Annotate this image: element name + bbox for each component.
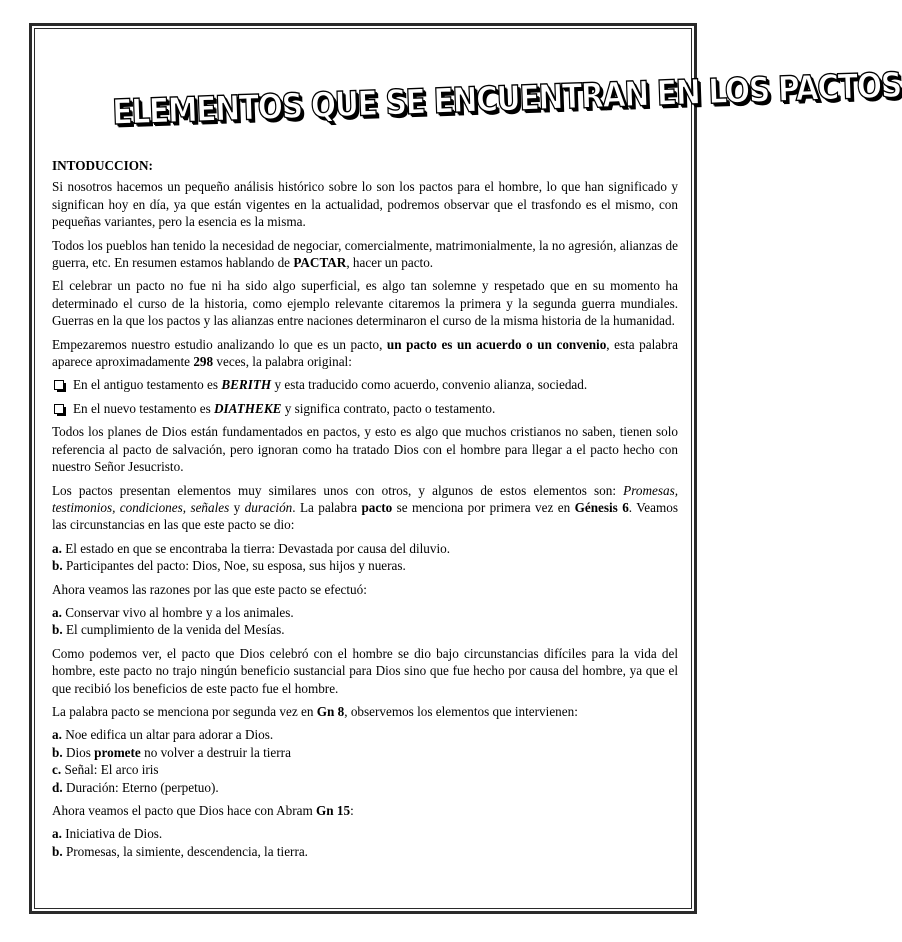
list-circunstancias [52, 540, 678, 575]
section-heading: INTODUCCION: [52, 158, 153, 173]
list-text: Promesas, la simiente, descendencia, la tierra. [62, 843, 308, 859]
list-marker: d. [52, 779, 63, 795]
paragraph-conclusion: Como podemos ver, el pacto que Dios celebró con el hombre se dio bajo circunstancias difíciles para la vida del hombre, este pacto no trajo ningún beneficio sustancial para Dios sino que fue hecho por causa del hombre, ya que el que recibió los beneficios de este pacto fue el hombre. [52, 645, 678, 696]
text: , esta palabra aparece aproximadamente [52, 336, 678, 370]
list-razones [52, 604, 678, 639]
bold-italic-text: DIATHEKE [214, 400, 282, 416]
document-title: ELEMENTOS QUE SE ENCUENTRAN EN LOS PACTOS [111, 65, 902, 134]
list-text: Iniciativa de Dios. [61, 826, 163, 842]
text: La palabra pacto se menciona por segunda vez en [52, 703, 317, 719]
bullet-item-antiguo [52, 376, 678, 393]
list-marker: a. [52, 727, 62, 743]
bold-text: PACTAR [293, 255, 347, 271]
title-banner [111, 64, 902, 134]
list-text: Señal: El arco iris [61, 762, 159, 778]
bullet-text [73, 376, 587, 393]
list-item [52, 621, 678, 638]
paragraph-planes: Todos los planes de Dios están fundamentados en pactos, y esto es algo que muchos cristianos no saben, tienen solo referencia al pacto de salvación, pero ignoran como ha tratado Dios con el hombre para llegar a el pacto hecho con nuestro Señor Jesucristo. [52, 424, 678, 475]
bullet-text [73, 400, 495, 417]
list-item [52, 779, 678, 796]
bold-text: 298 [193, 354, 214, 370]
paragraph-segunda-vez [52, 703, 678, 720]
text: y [229, 499, 245, 515]
list-elementos-gn8 [52, 726, 678, 796]
bold-text: un pacto es un acuerdo o un convenio [386, 336, 607, 352]
text: Todos los pueblos han tenido la necesidad de negociar, comercialmente, matrimonialmente, la no agresión, alianzas de guerra, etc. En resumen estamos hablando de [52, 237, 678, 271]
text: Ahora veamos el pacto que Dios hace con Abram [52, 803, 317, 818]
paragraph-intro: Si nosotros hacemos un pequeño análisis histórico sobre lo son los pactos para el hombre, lo que han significado y significan hoy en día, ya que están vigentes en la actualidad, podremos observar que el trasfondo es el mismo, con pequeñas variantes, pero la esencia es la misma. [52, 179, 678, 230]
list-marker: b. [52, 843, 63, 859]
bold-text: Gn 8 [316, 703, 345, 719]
text: , observemos los elementos que intervienen: [344, 703, 578, 719]
list-item [52, 540, 678, 557]
paragraph-definicion [52, 336, 678, 371]
list-text: Dios [62, 744, 95, 760]
list-item [52, 604, 678, 621]
list-marker: a. [52, 826, 62, 842]
bold-text: promete [94, 744, 141, 760]
list-text: no volver a destruir la tierra [140, 744, 291, 760]
paragraph-abram [52, 802, 678, 819]
italic-text: duración [244, 499, 293, 515]
list-item [52, 557, 678, 574]
list-text: Conservar vivo al hombre y a los animales. [61, 604, 294, 620]
italic-text: Promesas, testimonios, condiciones, señales [52, 482, 678, 515]
list-item [52, 761, 678, 778]
paragraph-razones: Ahora veamos las razones por las que este pacto se efectuó: [52, 581, 367, 597]
document-body [52, 157, 678, 866]
paragraph-pueblos [52, 237, 678, 272]
text: : [350, 803, 354, 818]
bullet-item-nuevo [52, 400, 678, 417]
checkbox-bullet-icon [54, 380, 64, 390]
list-text: Participantes del pacto: Dios, Noe, su esposa, sus hijos y nueras. [62, 558, 406, 574]
list-marker: b. [52, 622, 63, 638]
paragraph-elementos [52, 482, 678, 534]
text: En el nuevo testamento es [73, 400, 214, 416]
list-item [52, 825, 678, 842]
text: . La palabra [292, 499, 362, 515]
text: y significa contrato, pacto o testamento. [281, 400, 496, 416]
list-abram [52, 825, 678, 860]
list-item [52, 843, 678, 860]
bold-text: Génesis 6 [574, 499, 629, 515]
text: veces, la palabra original: [213, 354, 352, 370]
text: . Veamos las circunstancias en las que este pacto se dio: [52, 499, 678, 533]
text: se menciona por primera vez en [392, 499, 575, 515]
text: En el antiguo testamento es [73, 377, 222, 393]
list-text: El estado en que se encontraba la tierra: Devastada por causa del diluvio. [61, 540, 451, 556]
text: , hacer un pacto. [346, 255, 434, 271]
text: y esta traducido como acuerdo, convenio alianza, sociedad. [271, 377, 588, 393]
list-marker: b. [52, 558, 63, 574]
checkbox-bullet-icon [54, 404, 64, 414]
text: Empezaremos nuestro estudio analizando lo que es un pacto, [52, 336, 387, 352]
list-item [52, 726, 678, 743]
bold-text: Gn 15 [316, 803, 351, 818]
bold-text: pacto [361, 499, 393, 515]
list-marker: b. [52, 744, 63, 760]
list-text: Duración: Eterno (perpetuo). [62, 779, 219, 795]
list-item [52, 744, 678, 761]
list-marker: a. [52, 604, 62, 620]
text: Los pactos presentan elementos muy similares unos con otros, y algunos de estos elementos son: [52, 482, 624, 498]
list-marker: c. [52, 762, 62, 778]
list-text: El cumplimiento de la venida del Mesías. [62, 622, 285, 638]
list-marker: a. [52, 540, 62, 556]
list-text: Noe edifica un altar para adorar a Dios. [61, 727, 274, 743]
bold-italic-text: BERITH [221, 377, 272, 393]
paragraph-historia: El celebrar un pacto no fue ni ha sido algo superficial, es algo tan solemne y respetado que en su momento ha determinado el curso de la historia, como ejemplo relevante citaremos la primera y la segunda guerra mundiales. Guerras en la que los pactos y las alianzas entre naciones determinaron el curso de la misma historia de la humanidad. [52, 278, 678, 329]
